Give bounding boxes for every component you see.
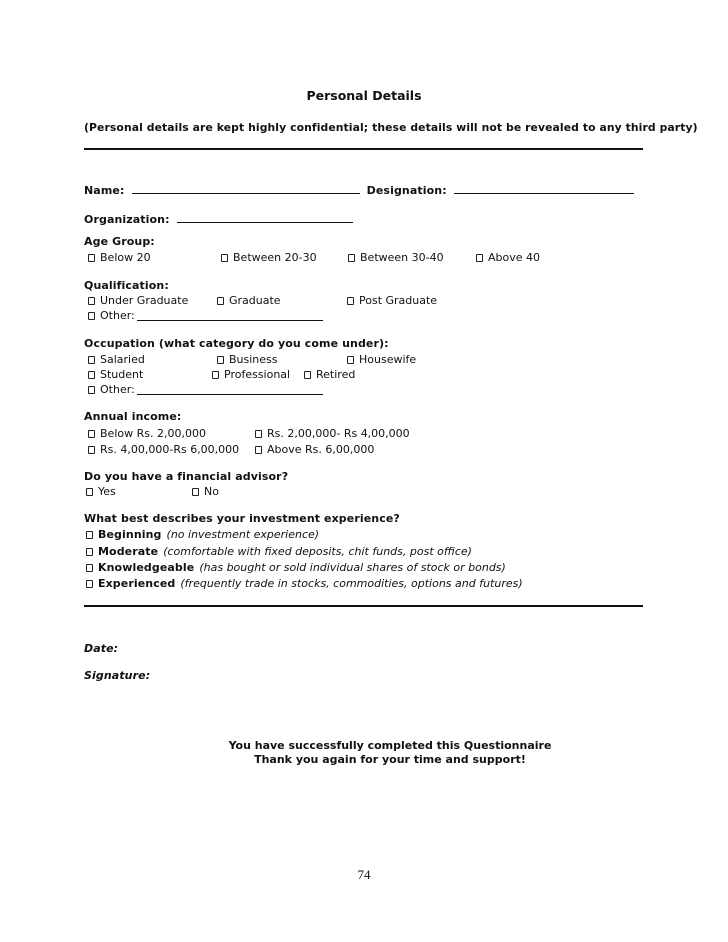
occupation-option-retired[interactable]: Retired [302,368,355,381]
occupation-option-student[interactable]: Student [86,368,143,381]
checkbox-icon[interactable] [88,312,95,320]
age-option-30-40[interactable]: Between 30-40 [346,251,444,264]
occupation-option-housewife[interactable]: Housewife [345,353,416,366]
checkbox-icon[interactable] [88,371,95,379]
checkbox-icon[interactable] [86,548,93,556]
checkbox-icon[interactable] [86,564,93,572]
qualification-option-graduate[interactable]: Graduate [215,294,281,307]
occupation-option-salaried[interactable]: Salaried [86,353,145,366]
occupation-option-other[interactable]: Other: [86,383,325,396]
experience-option-experienced[interactable]: Experienced (frequently trade in stocks, commodities, options and futures) [84,577,523,590]
date-label: Date: [84,642,119,655]
name-field[interactable] [132,184,360,194]
organization-field[interactable] [177,213,353,223]
advisor-option-no[interactable]: No [190,485,219,498]
age-option-below-20[interactable]: Below 20 [86,251,151,264]
closing-line-1: You have successfully completed this Questionnaire [228,739,552,752]
income-option-2l-4l[interactable]: Rs. 2,00,000- Rs 4,00,000 [253,427,410,440]
occupation-option-professional[interactable]: Professional [210,368,290,381]
occupation-other-field[interactable] [137,385,323,395]
age-group-label: Age Group: [84,235,155,248]
confidentiality-note: (Personal details are kept highly confidential; these details will not be revealed to any third party) [84,121,698,134]
advisor-label: Do you have a financial advisor? [84,470,289,483]
age-option-above-40[interactable]: Above 40 [474,251,540,264]
age-option-20-30[interactable]: Between 20-30 [219,251,317,264]
closing-message [0,739,728,767]
organization-label: Organization: [84,213,170,226]
checkbox-icon[interactable] [88,254,95,262]
experience-label: What best describes your investment experience? [84,512,400,525]
signature-label: Signature: [84,669,151,682]
checkbox-icon[interactable] [88,386,95,394]
qualification-option-other[interactable]: Other: [86,309,325,322]
advisor-option-yes[interactable]: Yes [84,485,116,498]
divider-bottom [84,605,643,607]
closing-line-2: Thank you again for your time and support! [254,753,526,766]
checkbox-icon[interactable] [255,430,262,438]
page-number: 74 [357,867,371,882]
divider-top [84,148,643,150]
checkbox-icon[interactable] [192,488,199,496]
checkbox-icon[interactable] [88,446,95,454]
qualification-label: Qualification: [84,279,169,292]
checkbox-icon[interactable] [347,297,354,305]
occupation-option-business[interactable]: Business [215,353,278,366]
checkbox-icon[interactable] [217,356,224,364]
checkbox-icon[interactable] [217,297,224,305]
income-option-above-6l[interactable]: Above Rs. 6,00,000 [253,443,374,456]
page-title: Personal Details [306,88,422,103]
experience-option-knowledgeable[interactable]: Knowledgeable (has bought or sold individual shares of stock or bonds) [84,561,506,574]
income-option-4l-6l[interactable]: Rs. 4,00,000-Rs 6,00,000 [86,443,239,456]
name-row [84,179,636,198]
experience-option-beginning[interactable]: Beginning (no investment experience) [84,528,319,541]
qualification-option-undergraduate[interactable]: Under Graduate [86,294,188,307]
experience-option-moderate[interactable]: Moderate (comfortable with fixed deposits, chit funds, post office) [84,545,472,558]
income-label: Annual income: [84,410,182,423]
designation-label: Designation: [366,184,447,197]
checkbox-icon[interactable] [88,356,95,364]
name-label: Name: [84,184,125,197]
checkbox-icon[interactable] [304,371,311,379]
checkbox-icon[interactable] [86,580,93,588]
designation-field[interactable] [454,184,634,194]
checkbox-icon[interactable] [212,371,219,379]
checkbox-icon[interactable] [86,488,93,496]
checkbox-icon[interactable] [476,254,483,262]
checkbox-icon[interactable] [88,430,95,438]
checkbox-icon[interactable] [348,254,355,262]
checkbox-icon[interactable] [221,254,228,262]
qualification-option-postgraduate[interactable]: Post Graduate [345,294,437,307]
occupation-label: Occupation (what category do you come under): [84,337,389,350]
checkbox-icon[interactable] [255,446,262,454]
checkbox-icon[interactable] [86,531,93,539]
organization-row [84,208,355,227]
checkbox-icon[interactable] [88,297,95,305]
checkbox-icon[interactable] [347,356,354,364]
qualification-other-field[interactable] [137,311,323,321]
income-option-below-2l[interactable]: Below Rs. 2,00,000 [86,427,206,440]
